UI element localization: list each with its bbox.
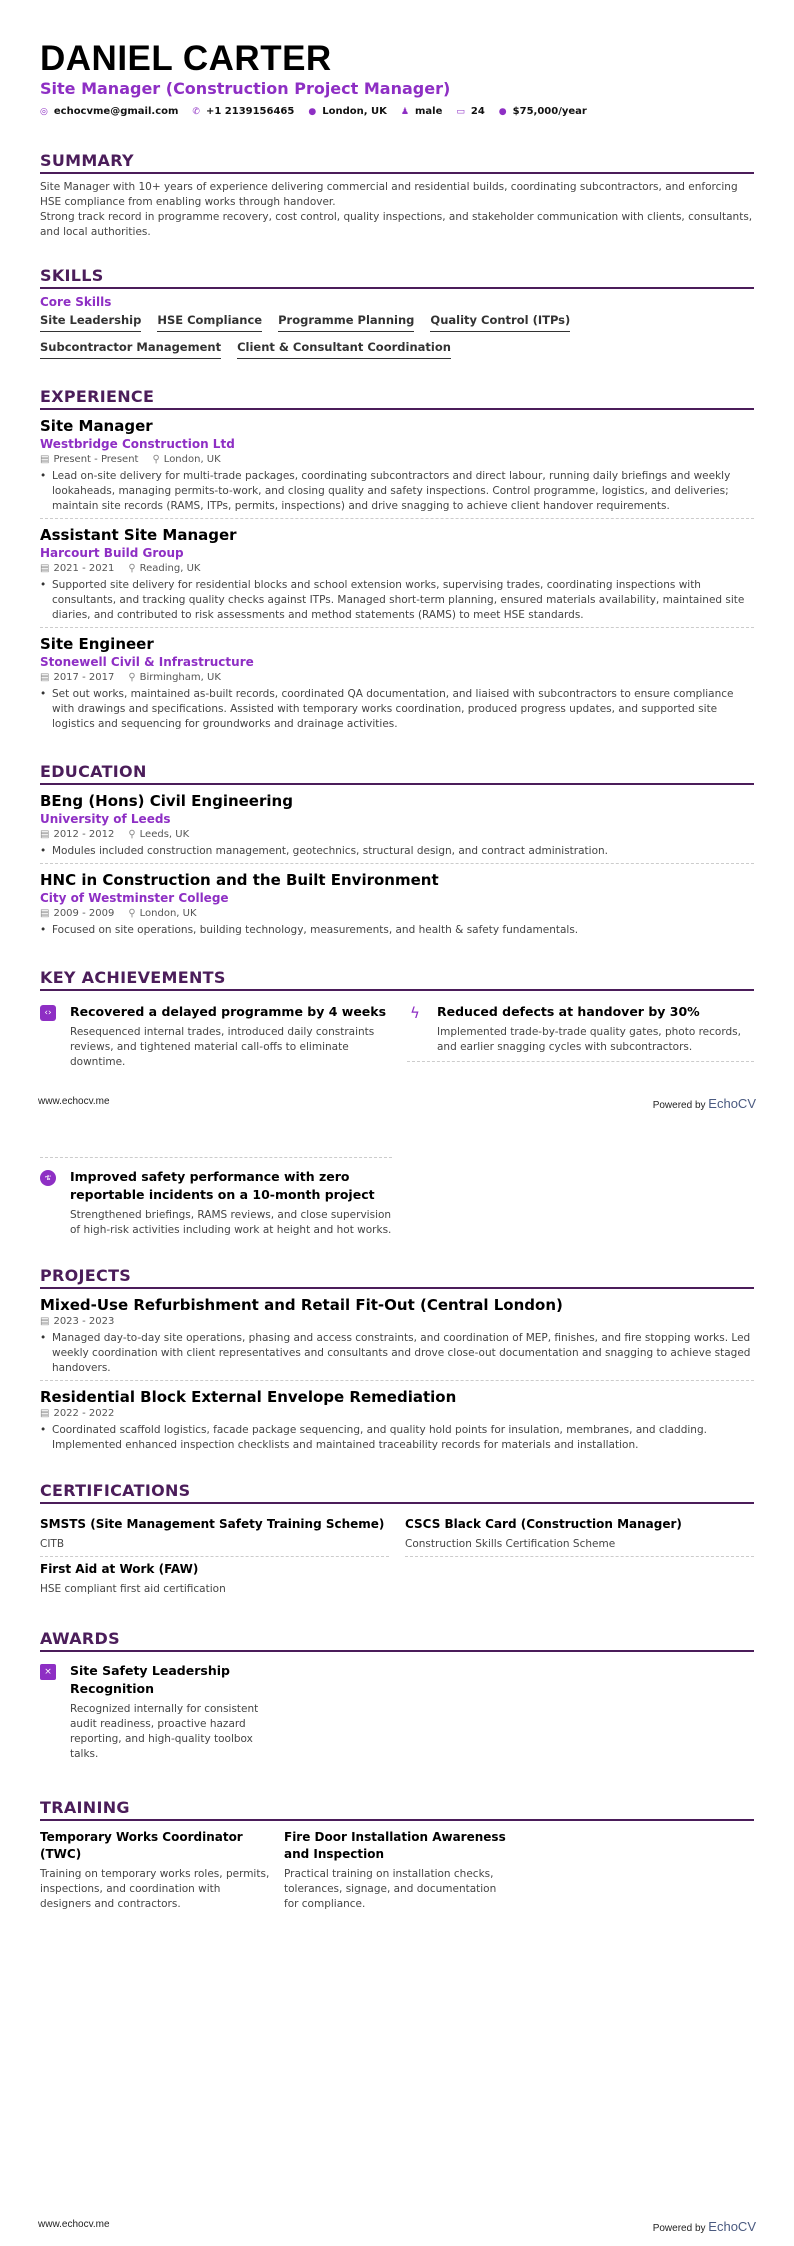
skill-tag: HSE Compliance [157,313,262,332]
location-icon: ⚲ [128,829,136,840]
training-title: Temporary Works Coordinator (TWC) [40,1830,243,1861]
entry-meta [40,671,754,685]
certification-item [40,1557,389,1601]
cert-issuer: CITB [40,1538,65,1550]
education-section [40,762,754,942]
entry-title: Mixed-Use Refurbishment and Retail Fit-Out (Central London) [40,1296,563,1314]
phone-icon: ✆ [192,107,200,117]
training-desc: Training on temporary works roles, permits, inspections, and coordination with designers and contractors. [40,1868,270,1910]
footer-powered: Powered by EchoCV [652,1096,756,1111]
achievement-desc: Resequenced internal trades, introduced daily constraints reviews, and tightened material call-offs to eliminate downtime. [70,1026,375,1068]
entry-title: BEng (Hons) Civil Engineering [40,792,293,810]
section-heading: EDUCATION [40,762,754,785]
achievement-card [40,999,387,1076]
training-item [284,1829,514,1912]
cert-name: CSCS Black Card (Construction Manager) [405,1517,682,1531]
entry-item [40,1381,754,1457]
brand-logo[interactable]: EchoCV [708,2219,756,2234]
calendar-icon: ▤ [40,672,50,683]
entry-title: HNC in Construction and the Built Environment [40,871,439,889]
achievement-title: Reduced defects at handover by 30% [437,1004,700,1019]
footer-url[interactable]: www.echocv.me [38,1096,110,1107]
achievement-title: Improved safety performance with zero reportable incidents on a 10-month project [70,1169,375,1202]
summary-text: Strong track record in programme recovery, cost control, quality inspections, and stakeholder communication with clients, consultants, and local authorities. [40,211,753,238]
entry-location: Reading, UK [139,563,201,574]
calendar-icon: ▤ [40,563,50,574]
skill-tag: Client & Consultant Coordination [237,340,451,359]
achievements-grid [40,999,754,1076]
certification-item [405,1512,754,1557]
certification-item [40,1512,389,1557]
achievement-card [40,1157,392,1244]
entry-organization: City of Westminster College [40,891,229,905]
location-icon: ● [308,107,317,117]
brand-logo[interactable]: EchoCV [708,1096,756,1111]
entry-item [40,1289,754,1381]
section-heading: TRAINING [40,1798,754,1821]
entry-meta [40,1315,754,1329]
calendar-icon: ▤ [40,908,50,919]
achievement-desc: Implemented trade-by-trade quality gates, photo records, and earlier snagging cycles with subcontractors. [437,1026,741,1053]
experience-section [40,387,754,736]
entry-dates: Present - Present [53,454,139,465]
entry-meta [40,907,754,921]
section-heading: EXPERIENCE [40,387,754,410]
entry-dates: 2009 - 2009 [53,908,115,919]
page-footer [38,2219,756,2234]
entry-title: Residential Block External Envelope Remediation [40,1388,457,1406]
entry-location: Birmingham, UK [139,672,221,683]
skills-list [40,313,754,359]
achievement-card-body [40,1164,392,1244]
entry-item [40,519,754,628]
entry-meta [40,1407,754,1421]
section-heading: PROJECTS [40,1266,754,1289]
resume-page-2 [0,1123,794,2246]
calendar-icon: ▤ [40,454,50,465]
skill-tag: Quality Control (ITPs) [430,313,570,332]
location-icon: ⚲ [128,563,136,574]
entry-location: Leeds, UK [139,829,190,840]
contact-age: ▭ 24 [456,106,485,117]
cert-issuer: HSE compliant first aid certification [40,1583,226,1595]
cert-name: First Aid at Work (FAW) [40,1562,199,1576]
entry-title: Site Engineer [40,635,154,653]
skill-tag: Programme Planning [278,313,414,332]
training-title: Fire Door Installation Awareness and Inspection [284,1830,506,1861]
contact-phone[interactable]: ✆ +1 2139156465 [192,106,295,117]
entry-dates: 2017 - 2017 [53,672,115,683]
location-icon: ⚲ [128,672,136,683]
entry-dates: 2012 - 2012 [53,829,115,840]
entry-item [40,864,754,942]
section-heading: SKILLS [40,266,754,289]
calendar-icon: ▤ [40,1408,50,1419]
footer-url[interactable]: www.echocv.me [38,2219,110,2230]
achievement-desc: Strengthened briefings, RAMS reviews, and close supervision of high-risk activities including work at height and hot works. [70,1209,392,1236]
entry-description: • Modules included construction management, geotechnics, structural design, and contract administration. [40,844,754,859]
entry-description: • Focused on site operations, building technology, measurements, and health & safety fundamentals. [40,923,754,938]
location-icon: ⚲ [128,908,136,919]
entry-dates: 2022 - 2022 [53,1408,115,1419]
email-icon: ◎ [40,107,48,117]
entry-meta [40,562,754,576]
award-title: Site Safety Leadership Recognition [70,1663,230,1696]
entry-item [40,785,754,864]
entry-title: Site Manager [40,417,153,435]
footer-powered: Powered by EchoCV [652,2219,756,2234]
entry-title: Assistant Site Manager [40,526,237,544]
section-heading: SUMMARY [40,151,754,174]
candidate-title: Site Manager (Construction Project Manager) [40,79,451,98]
contact-gender: ♟ male [400,106,443,117]
dollar-icon: ● [498,107,507,117]
section-heading: KEY ACHIEVEMENTS [40,968,754,991]
entry-description: • Coordinated scaffold logistics, facade package sequencing, and quality hold points for insulation, membranes, and cladding. Implemented enhanced inspection checklists and maintained traceability records for materials and installation. [40,1423,754,1453]
entry-organization: University of Leeds [40,812,171,826]
entry-meta [40,453,754,467]
entry-location: London, UK [139,908,197,919]
entry-organization: Stonewell Civil & Infrastructure [40,655,254,669]
training-desc: Practical training on installation checks, tolerances, signage, and documentation for compliance. [284,1868,497,1910]
entry-description: • Managed day-to-day site operations, phasing and access constraints, and coordination of MEP, finishes, and fire stopping works. Led weekly coordination with client representatives and consultants and drove close-out documentation and snagging to achieve staged handovers. [40,1331,754,1376]
certifications-grid [40,1512,754,1601]
calendar-icon: ▤ [40,1316,50,1327]
entry-dates: 2021 - 2021 [53,563,115,574]
achievement-title: Recovered a delayed programme by 4 weeks [70,1004,387,1019]
entry-organization: Westbridge Construction Ltd [40,437,235,451]
code-icon: ‹› [40,1005,56,1021]
skill-tag: Subcontractor Management [40,340,221,359]
cert-name: SMSTS (Site Management Safety Training Scheme) [40,1517,385,1531]
contact-salary: ● $75,000/year [498,106,587,117]
section-heading: CERTIFICATIONS [40,1481,754,1504]
training-section [40,1798,754,1912]
projects-section [40,1266,754,1457]
achievement-card [407,999,754,1062]
entry-item [40,628,754,736]
page-footer [38,1096,756,1111]
shield-icon: ቴ [40,1170,56,1186]
section-heading: AWARDS [40,1629,754,1652]
entry-location: London, UK [163,454,221,465]
entry-description: • Set out works, maintained as-built records, coordinated QA documentation, and liaised with subcontractors to ensure compliance with drawings and specifications. Assisted with temporary works coordination, produced progress updates, and supported site logistics and sequencing for groundworks and drainage activities. [40,687,754,732]
contact-email[interactable]: ◎ echocvme@gmail.com [40,106,179,117]
calendar-icon: ▤ [40,829,50,840]
summary-text: Site Manager with 10+ years of experience delivering commercial and residential builds, coordinating subcontractors, and enforcing HSE compliance from enabling works through handover. [40,181,738,208]
contact-row [40,106,754,117]
awards-section [40,1629,754,1768]
skills-section [40,266,754,359]
skills-subheading: Core Skills [40,295,112,309]
certifications-section [40,1481,754,1601]
training-grid [40,1829,754,1912]
calendar-icon: ▭ [456,107,465,117]
summary-section [40,151,754,240]
entry-dates: 2023 - 2023 [53,1316,115,1327]
lightning-icon: ϟ [410,1004,420,1022]
award-item [40,1658,280,1768]
candidate-name: DANIEL CARTER [40,39,332,78]
award-box-icon: × [40,1664,56,1680]
entry-item [40,410,754,519]
cert-issuer: Construction Skills Certification Scheme [405,1538,616,1550]
entry-organization: Harcourt Build Group [40,546,184,560]
entry-description: • Supported site delivery for residential blocks and school extension works, supervising trades, coordinating inspections with consultants, and tracking quality checks against ITPs. Managed short-term planning, ensured materials availability, maintained site diaries, and contributed to risk assessments and method statements (RAMS) to meet HSE standards. [40,578,754,623]
award-desc: Recognized internally for consistent audit readiness, proactive hazard reporting, and high-quality toolbox talks. [70,1703,259,1760]
skill-tag: Site Leadership [40,313,141,332]
location-icon: ⚲ [152,454,160,465]
training-item [40,1829,270,1912]
entry-meta [40,828,754,842]
achievements-section [40,968,754,1076]
contact-location: ● London, UK [308,106,387,117]
person-icon: ♟ [400,107,409,117]
entry-description: • Lead on-site delivery for multi-trade packages, coordinating subcontractors and direct labour, running daily briefings and weekly lookaheads, managing permits-to-work, and closing quality and safety inspections. Control programme, logistics, and deliveries; maintain site records (RAMS, ITPs, permits, inspections) and drive snagging to achieve client handover requirements. [40,469,754,514]
